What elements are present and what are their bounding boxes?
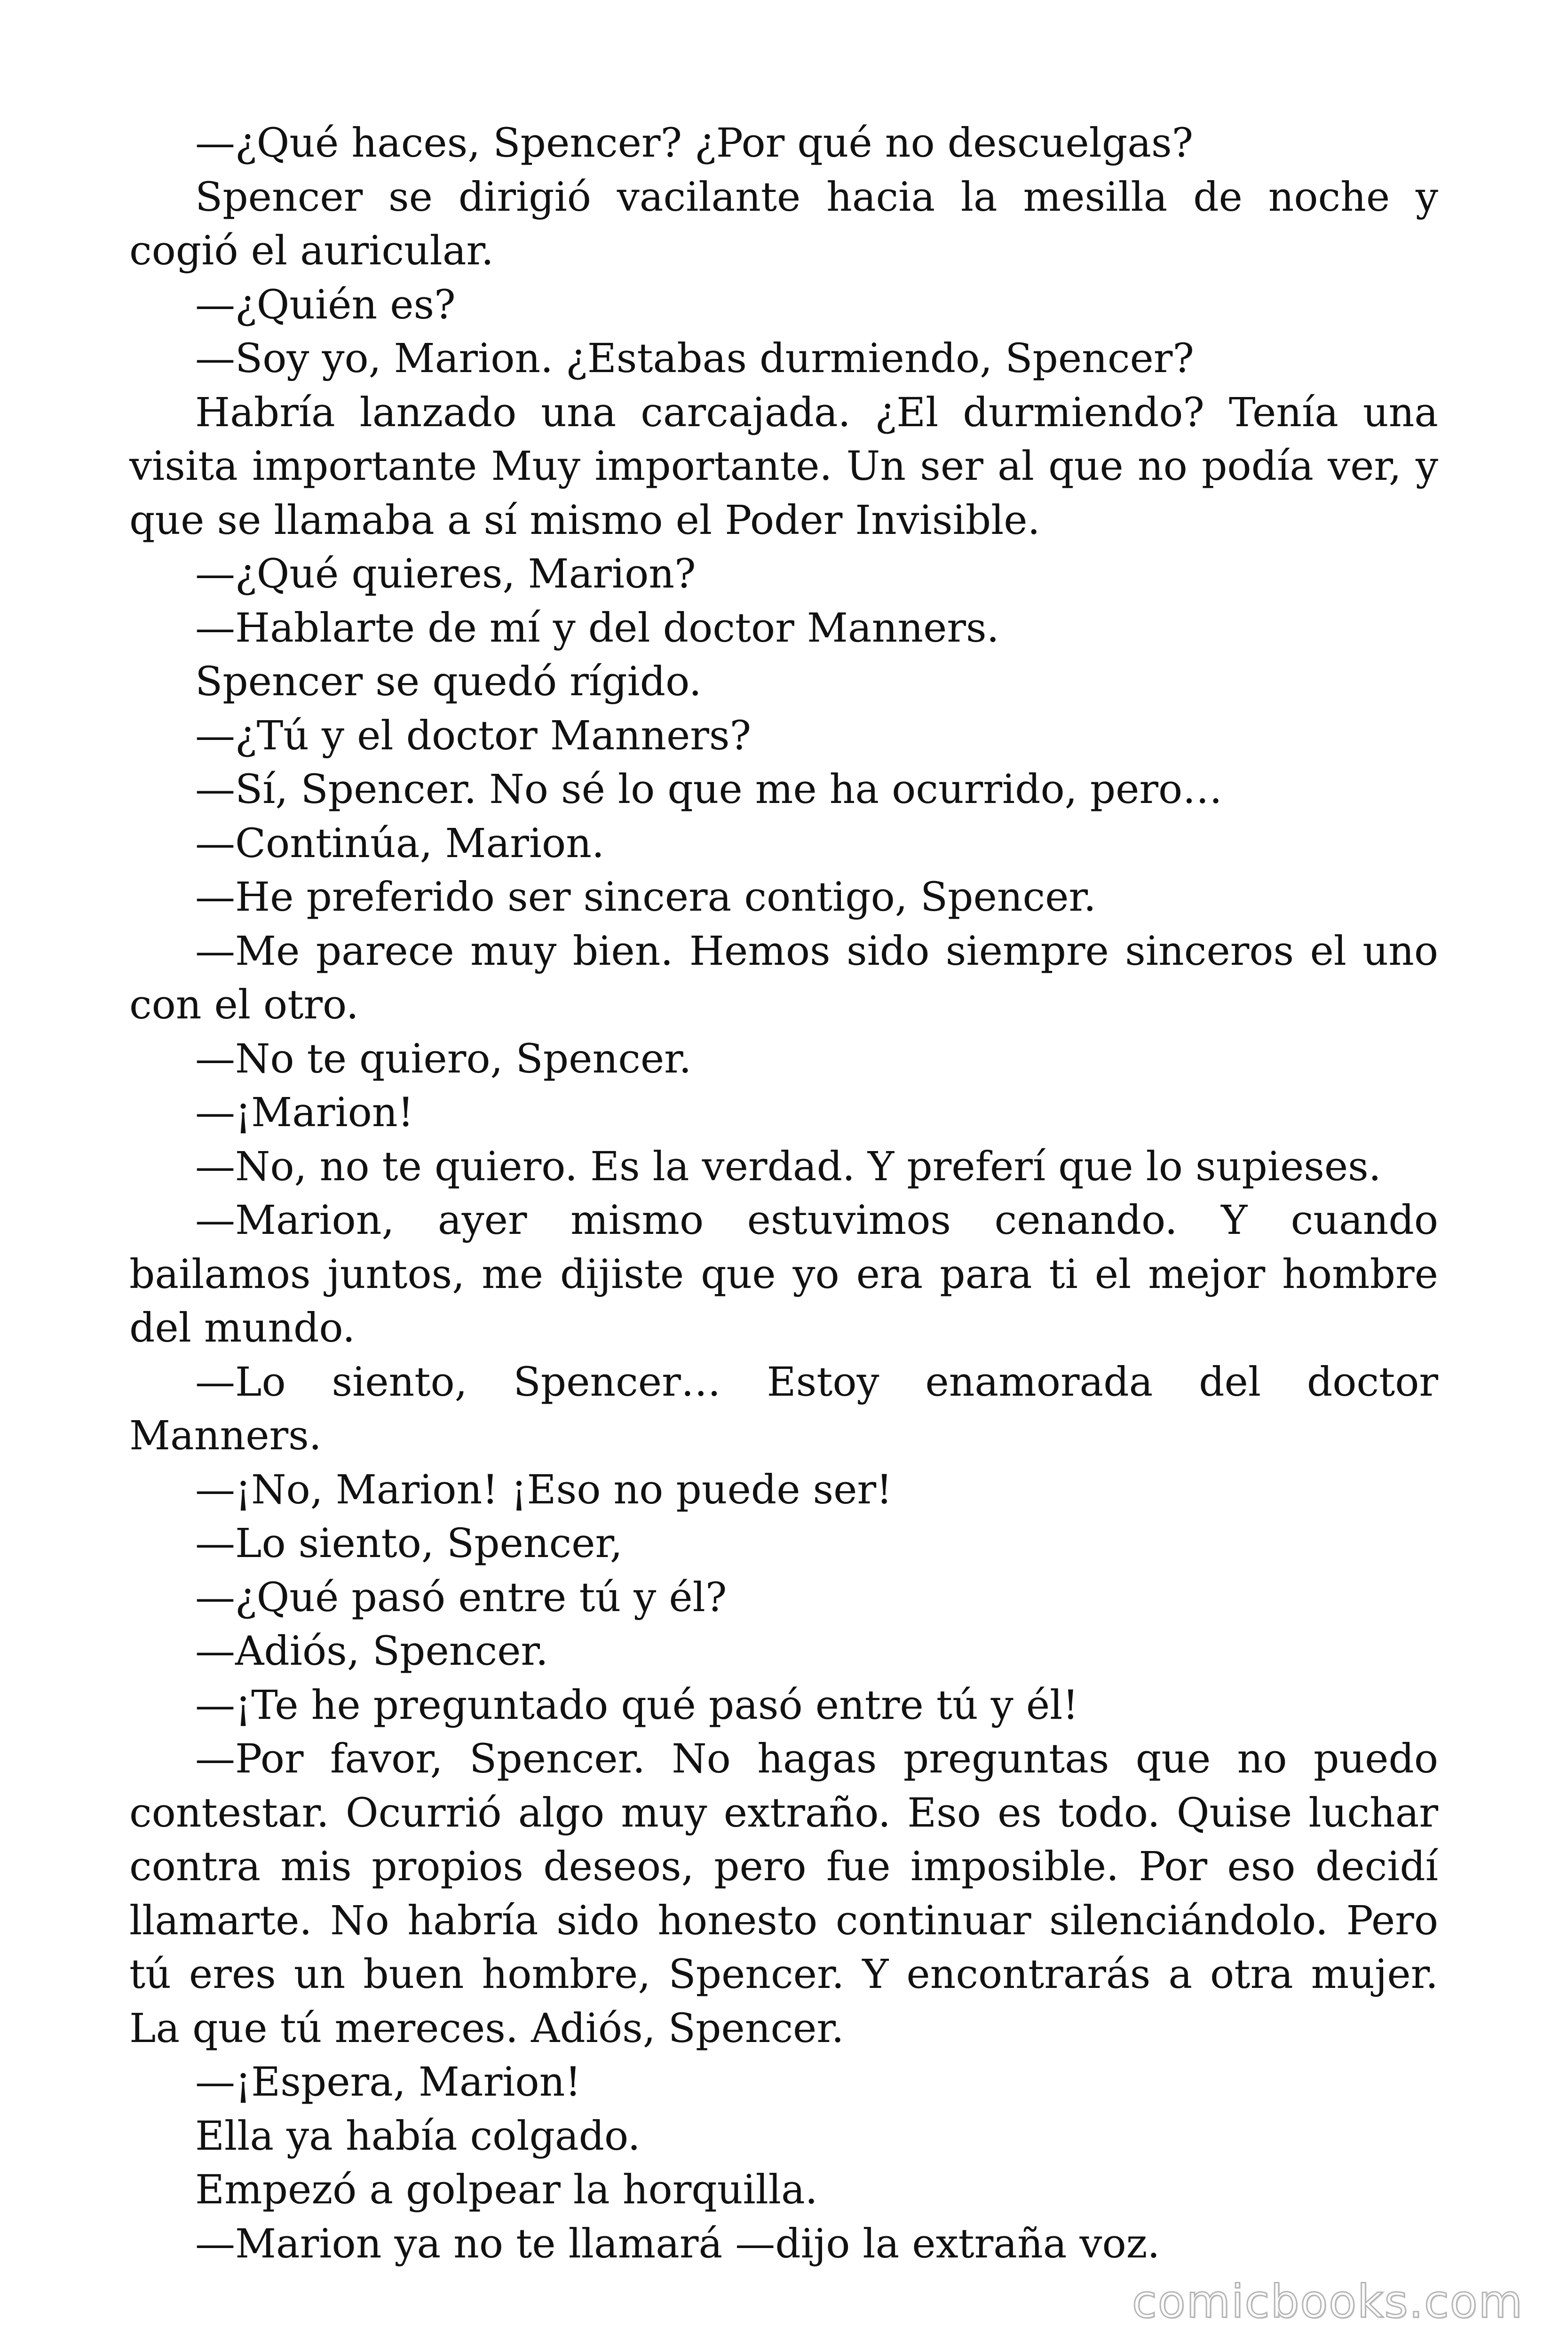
paragraph: —No, no te quiero. Es la verdad. Y preferí que lo supieses. xyxy=(195,1143,1381,1190)
paragraph: —¿Quién es? xyxy=(195,281,456,328)
paragraph: Spencer se dirigió vacilante hacia la mesilla de noche y cogió el auricular. xyxy=(129,174,1438,274)
paragraph: —Soy yo, Marion. ¿Estabas durmiendo, Spencer? xyxy=(195,335,1195,382)
paragraph: —He preferido ser sincera contigo, Spencer. xyxy=(195,874,1096,921)
paragraph: —¡Te he preguntado qué pasó entre tú y él! xyxy=(195,1682,1079,1729)
paragraph: Spencer se quedó rígido. xyxy=(195,659,702,705)
paragraph: —Lo siento, Spencer, xyxy=(195,1520,623,1567)
paragraph: —Lo siento, Spencer… Estoy enamorada del doctor Manners. xyxy=(129,1359,1438,1459)
paragraph: Ella ya había colgado. xyxy=(195,2113,641,2160)
paragraph: —Marion, ayer mismo estuvimos cenando. Y cuando bailamos juntos, me dijiste que yo era para ti el mejor hombre del mundo. xyxy=(129,1197,1438,1351)
paragraph: —¿Qué haces, Spencer? ¿Por qué no descuelgas? xyxy=(195,120,1194,167)
paragraph: —¡Espera, Marion! xyxy=(195,2059,581,2106)
paragraph: —Continúa, Marion. xyxy=(195,820,604,867)
paragraph: —No te quiero, Spencer. xyxy=(195,1035,692,1082)
paragraph: —Me parece muy bien. Hemos sido siempre sinceros el uno con el otro. xyxy=(129,928,1438,1028)
page-text xyxy=(129,117,1438,2271)
paragraph: —¿Tú y el doctor Manners? xyxy=(195,712,752,759)
paragraph: —¿Qué pasó entre tú y él? xyxy=(195,1574,727,1621)
paragraph: Empezó a golpear la horquilla. xyxy=(195,2167,818,2213)
paragraph: —Por favor, Spencer. No hagas preguntas que no puedo contestar. Ocurrió algo muy extraño. Eso es todo. Quise luchar contra mis propios deseos, pero fue imposible. Por eso decidí llamarte. No habría sido honesto continuar silenciándolo. Pero tú eres un buen hombre, Spencer. Y encontrarás a otra mujer. La que tú mereces. Adiós, Spencer. xyxy=(129,1736,1438,2052)
paragraph: —¡Marion! xyxy=(195,1089,414,1136)
paragraph: —¿Qué quieres, Marion? xyxy=(195,551,696,597)
watermark: comicbooks.com xyxy=(1132,2275,1523,2328)
paragraph: —Sí, Spencer. No sé lo que me ha ocurrido, pero… xyxy=(195,766,1223,813)
paragraph: —Marion ya no te llamará —dijo la extraña voz. xyxy=(195,2220,1160,2267)
paragraph: —¡No, Marion! ¡Eso no puede ser! xyxy=(195,1466,893,1513)
paragraph: —Adiós, Spencer. xyxy=(195,1628,548,1675)
paragraph: —Hablarte de mí y del doctor Manners. xyxy=(195,604,999,652)
paragraph: Habría lanzado una carcajada. ¿El durmiendo? Tenía una visita importante Muy importante. Un ser al que no podía ver, y que se llamaba a sí mismo el Poder Invisible. xyxy=(129,389,1438,544)
